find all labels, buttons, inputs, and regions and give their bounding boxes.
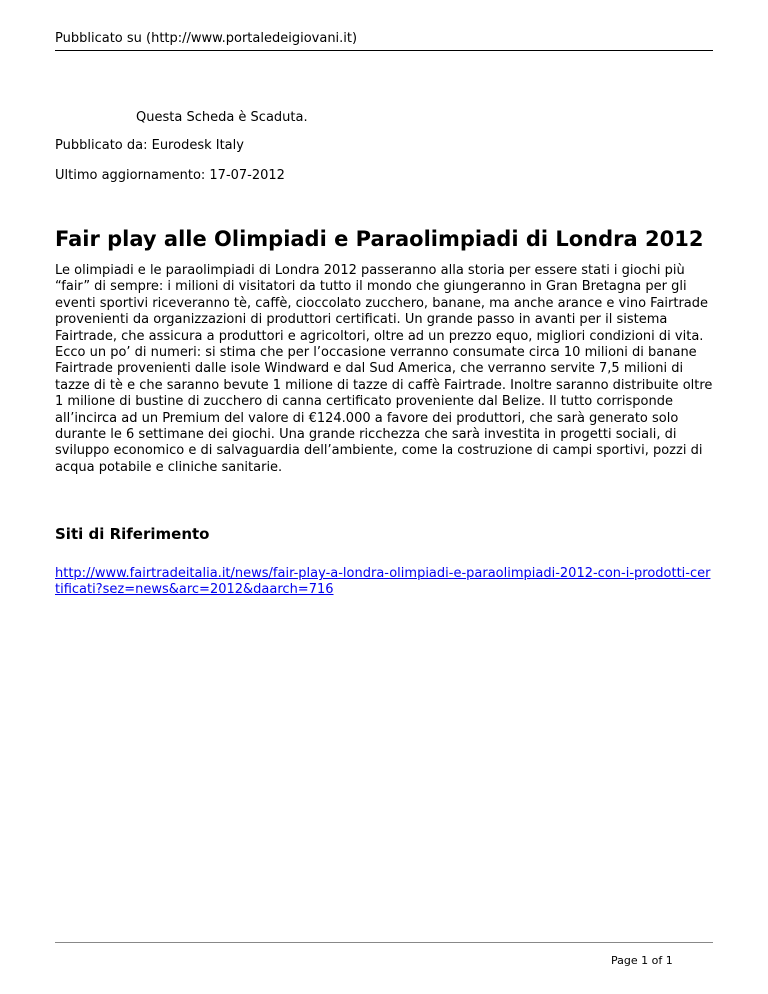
article-title: Fair play alle Olimpiadi e Paraolimpiadi di Londra 2012 — [55, 227, 704, 251]
page-header-source: Pubblicato su (http://www.portaledeigiovani.it) — [55, 31, 358, 46]
header-divider — [55, 50, 713, 51]
references-heading: Siti di Riferimento — [55, 525, 210, 543]
last-update-line: Ultimo aggiornamento: 17-07-2012 — [55, 168, 285, 183]
page-number: Page 1 of 1 — [611, 954, 673, 967]
expired-notice: Questa Scheda è Scaduta. — [136, 110, 308, 125]
publisher-line: Pubblicato da: Eurodesk Italy — [55, 138, 244, 153]
reference-link[interactable]: http://www.fairtradeitalia.it/news/fair-play-a-londra-olimpiadi-e-paraolimpiadi-2012-con-i-prodotti-certificati?sez=news&arc=2012&daarch=716 — [55, 566, 711, 598]
article-body: Le olimpiadi e le paraolimpiadi di Londra 2012 passeranno alla storia per essere stati i giochi più “fair” di sempre: i milioni di visitatori da tutto il mondo che giungeranno in Gran Bretagna per gli eventi sportivi riceveranno tè, caffè, cioccolato zucchero, banane, ma anche arance e vino Fairtrade provenienti da organizzazioni di produttori certificati. Un grande passo in avanti per il sistema Fairtrade, che assicura a produttori e agricoltori, oltre ad un prezzo equo, migliori condizioni di vita. Ecco un po’ di numeri: si stima che per l’occasione verranno consumate circa 10 milioni di banane Fairtrade provenienti dalle isole Windward e dal Sud America, che verranno servite 7,5 milioni di tazze di tè e che saranno bevute 1 milione di tazze di caffè Fairtrade. Inoltre saranno distribuite oltre 1 milione di bustine di zucchero di canna certificato proveniente dal Belize. Il tutto corrisponde all’incirca ad un Premium del valore di €124.000 a favore dei produttori, che sarà generato solo durante le 6 settimane dei giochi. Una grande ricchezza che sarà investita in progetti sociali, di sviluppo economico e di salvaguardia dell’ambiente, come la costruzione di campi sportivi, pozzi di acqua potabile e cliniche sanitarie. — [55, 263, 713, 475]
footer-divider — [55, 942, 713, 943]
